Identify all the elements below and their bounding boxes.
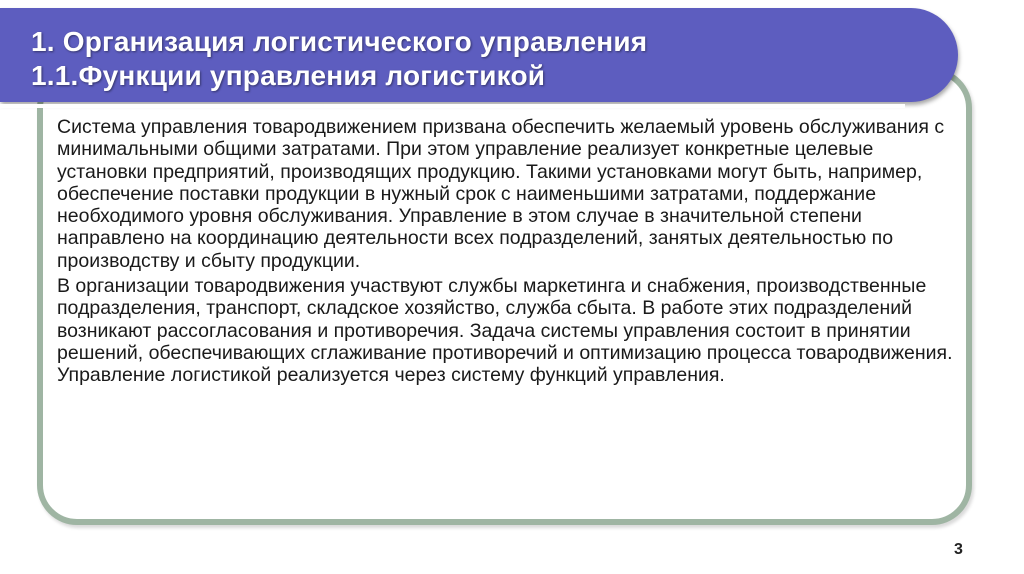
paragraph-2: В организации товародвижения участвуют службы маркетинга и снабжения, производственные подразделения, транспорт, складское хозяйство, служба сбыта. В работе этих подразделений возникают рассогласования и противоречия. Задача системы управления состоит в принятии решений, обеспечивающих сглаживание противоречий и оптимизацию процесса товародвижения. Управление логистикой реализуется через систему функций управления. — [57, 275, 953, 387]
page-number: 3 — [954, 541, 963, 558]
title-line-2: 1.1.Функции управления логистикой — [31, 60, 546, 91]
body-text — [57, 116, 957, 387]
title-underline — [0, 104, 905, 108]
title-bar — [0, 8, 958, 102]
paragraph-1: Система управления товародвижением призвана обеспечить желаемый уровень обслуживания с минимальными общими затратами. При этом управление реализует конкретные целевые установки предприятий, производящих продукцию. Такими установками могут быть, например, обеспечение поставки продукции в нужный срок с наименьшими затратами, поддержание необходимого уровня обслуживания. Управление в этом случае в значительной степени направлено на координацию деятельности всех подразделений, занятых деятельностью по производству и сбыту продукции. — [57, 116, 945, 272]
title-line-1: 1. Организация логистического управления — [31, 26, 648, 57]
slide-title — [31, 25, 931, 93]
